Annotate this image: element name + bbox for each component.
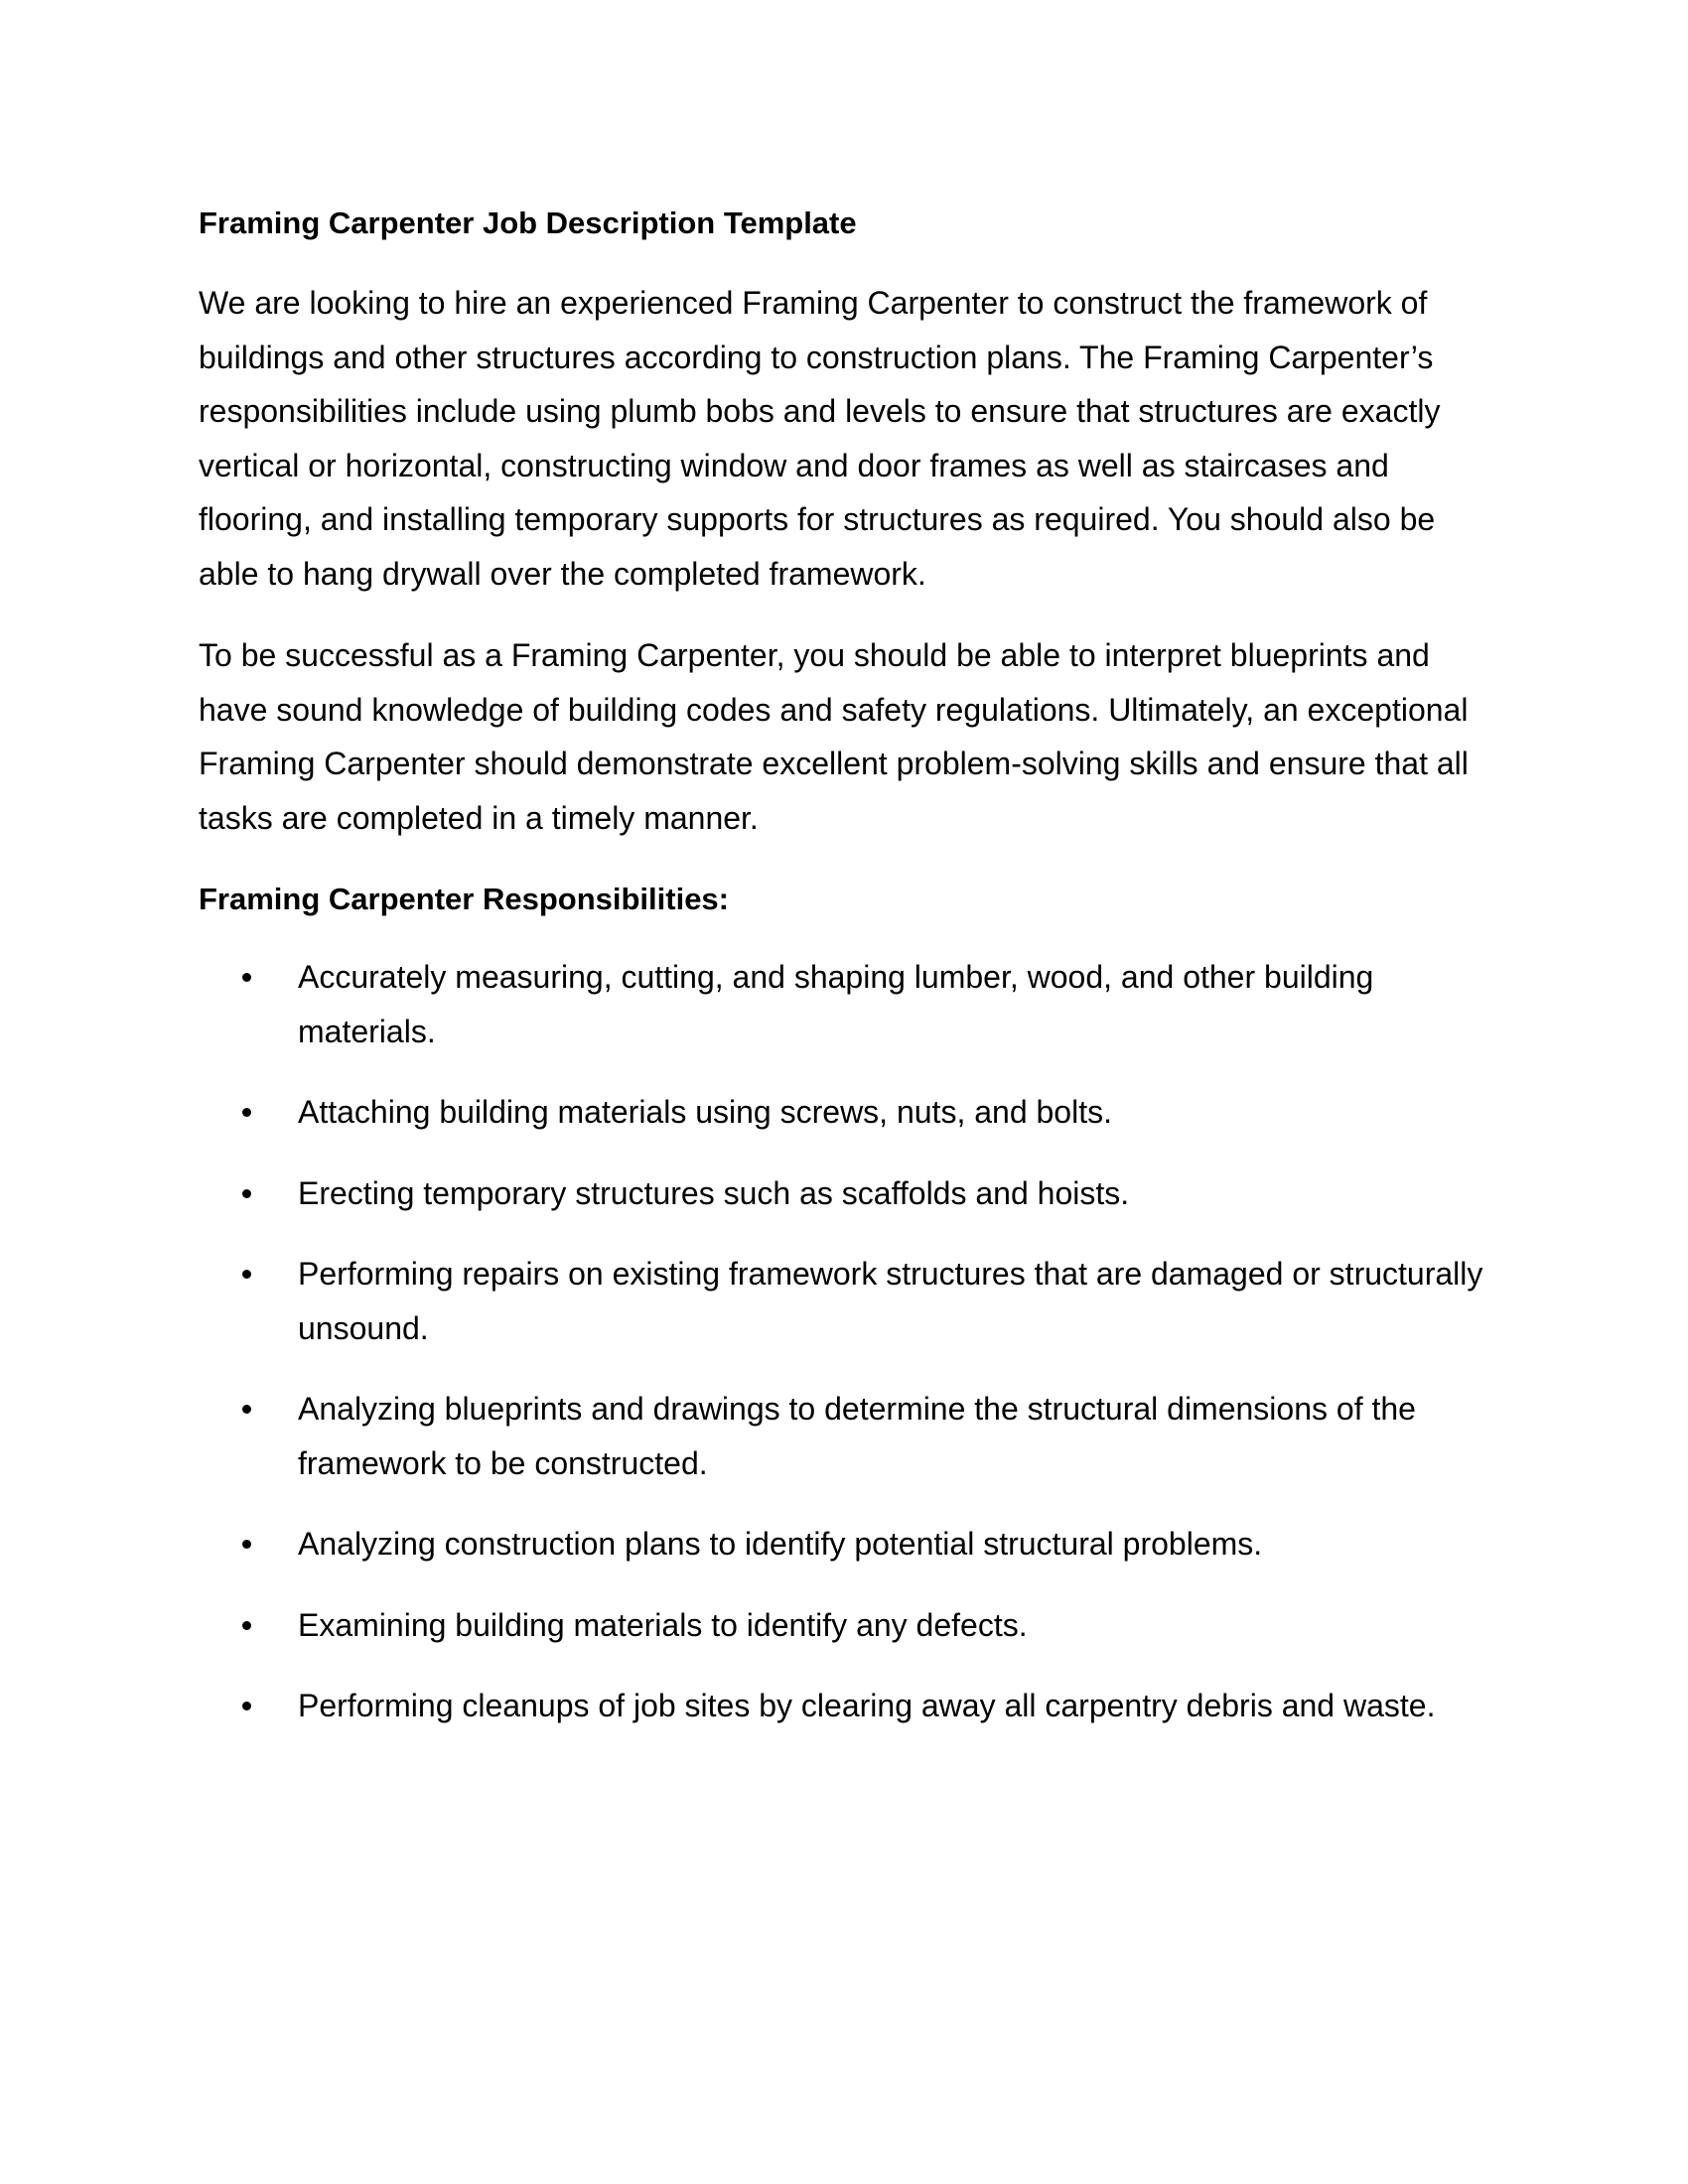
bullet-icon — [242, 1108, 251, 1117]
list-item-text: Examining building materials to identify any defects. — [298, 1606, 1028, 1643]
bullet-icon — [242, 1405, 251, 1414]
bullet-icon — [242, 1702, 251, 1710]
list-item — [199, 950, 1489, 1058]
list-item — [199, 1679, 1489, 1733]
list-item — [199, 1517, 1489, 1571]
responsibilities-heading: Framing Carpenter Responsibilities: — [199, 882, 729, 916]
bullet-icon — [242, 1621, 251, 1630]
list-item — [199, 1166, 1489, 1221]
intro-paragraph: We are looking to hire an experienced Framing Carpenter to construct the framework of buildings and other structures according to construction plans. The Framing Carpenter’s responsibilities include using plumb bobs and levels to ensure that structures are exactly vertical or horizontal, constructing window and door frames as well as staircases and flooring, and installing temporary supports for structures as required. You should also be able to hang drywall over the completed framework. — [199, 285, 1441, 592]
list-item-text: Analyzing construction plans to identify potential structural problems. — [298, 1526, 1263, 1562]
list-item-text: Performing repairs on existing framework structures that are damaged or structurally unsound. — [298, 1256, 1483, 1346]
list-item-text: Analyzing blueprints and drawings to determine the structural dimensions of the framework to be constructed. — [298, 1391, 1416, 1481]
list-item-text: Accurately measuring, cutting, and shaping lumber, wood, and other building materials. — [298, 959, 1374, 1049]
bullet-icon — [242, 1270, 251, 1279]
document-title: Framing Carpenter Job Description Template — [199, 205, 857, 240]
list-item — [199, 1247, 1489, 1355]
document-page — [199, 197, 1489, 1760]
list-item — [199, 1598, 1489, 1653]
bullet-icon — [242, 1189, 251, 1198]
list-item — [199, 1382, 1489, 1490]
bullet-icon — [242, 1540, 251, 1549]
responsibilities-list — [199, 950, 1489, 1733]
bullet-icon — [242, 973, 251, 982]
list-item — [199, 1085, 1489, 1140]
list-item-text: Attaching building materials using screws, nuts, and bolts. — [298, 1094, 1112, 1130]
list-item-text: Performing cleanups of job sites by clearing away all carpentry debris and waste. — [298, 1688, 1436, 1723]
list-item-text: Erecting temporary structures such as scaffolds and hoists. — [298, 1174, 1130, 1211]
success-paragraph: To be successful as a Framing Carpenter, you should be able to interpret blueprints and have sound knowledge of building codes and safety regulations. Ultimately, an exceptional Framing Carpenter should demonstrate excellent problem-solving skills and ensure that all tasks are completed in a timely manner. — [199, 637, 1469, 836]
